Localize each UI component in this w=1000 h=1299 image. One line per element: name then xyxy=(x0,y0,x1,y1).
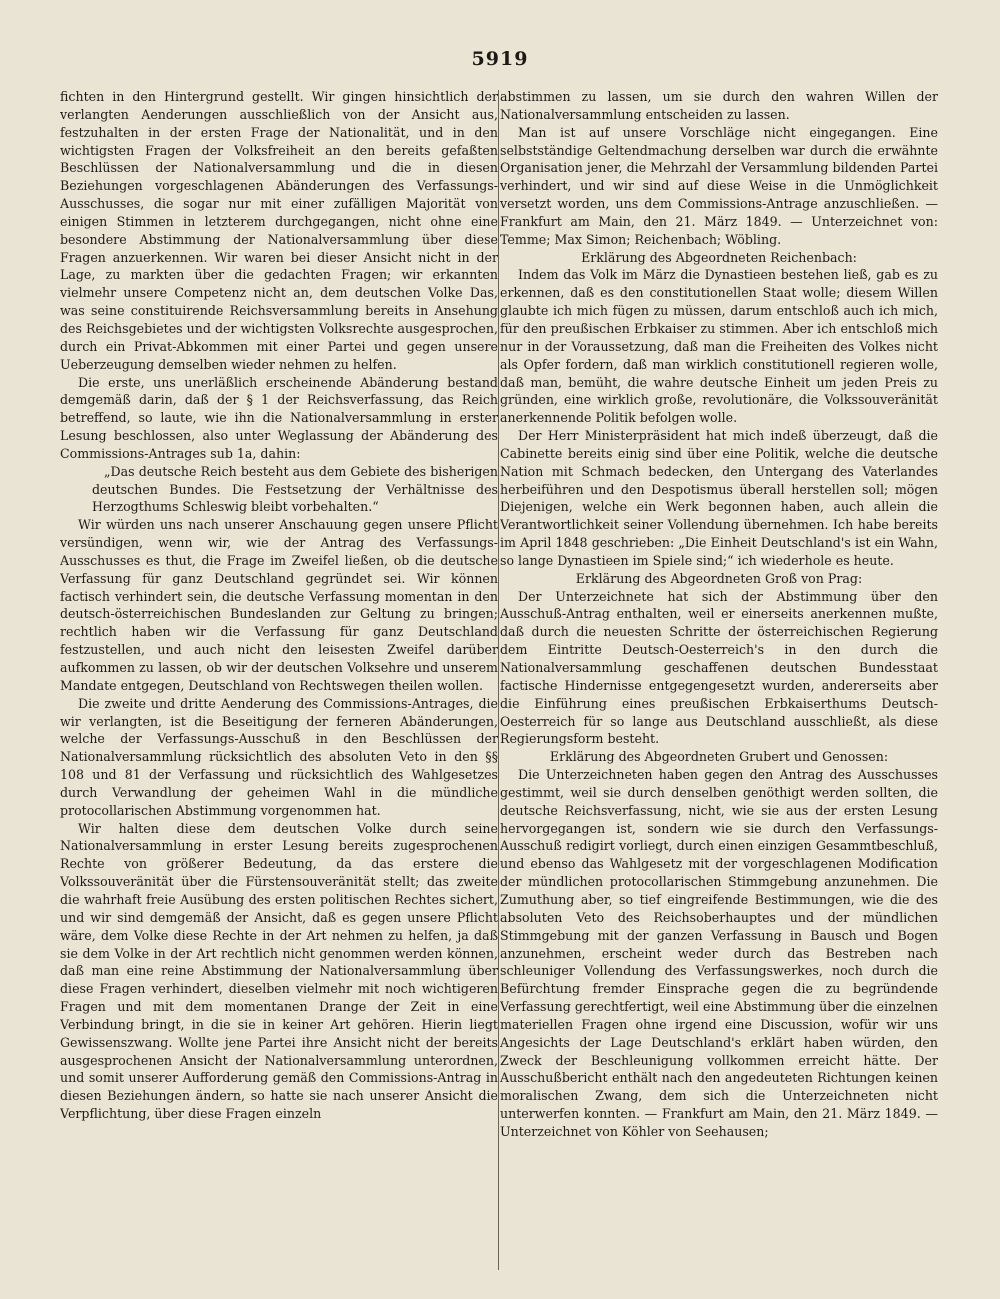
paragraph: Wir würden uns nach unserer Anschauung gegen unsere Pflicht versündigen, wenn wir, wie der Antrag des Verfassungs-Ausschusses es thut, die Frage im Zweifel ließen, ob die deutsche Verfassung für ganz Deutschland gegründet sei. Wir können factisch verhindert sein, die deutsche Verfassung momentan in den deutsch-österreichischen Bundeslanden zur Geltung zu bringen; rechtlich haben wir die Verfassung für ganz Deutschland festzustellen, und auch nicht den leisesten Zweifel darüber aufkommen zu lassen, ob wir der deutschen Volksehre und unserem Mandate entgegen, Deutschland von Rechtswegen theilen wollen. xyxy=(60,517,498,693)
paragraph: Man ist auf unsere Vorschläge nicht eingegangen. Eine selbstständige Geltendmachung derselben war durch die erwähnte Organisation jener, die Mehrzahl der Versammlung bildenden Partei verhindert, und wir sind auf diese Weise in die Unmöglichkeit versetzt worden, uns dem Commissions-Antrage anzuschließen. — Frankfurt am Main, den 21. März 1849. — Unterzeichnet von: Temme; Max Simon; Reichenbach; Wöbling. xyxy=(500,124,938,247)
column-divider xyxy=(498,90,499,1270)
paragraph: Der Herr Ministerpräsident hat mich indeß überzeugt, daß die Cabinette bereits einig sind über eine Politik, welche die deutsche Nation mit Schmach bedecken, den Untergang des Vaterlandes herbeiführen und den Despotismus überall herstellen soll; mögen Diejenigen, welche ein Werk begonnen haben, auch allein die Verantwortlichkeit seiner Vollendung übernehmen. Ich habe bereits im April 1848 geschrieben: „Die Einheit Deutschland's ist ein Wahn, so lange Dynastieen im Spiele sind;“ ich wiederhole es heute. xyxy=(500,428,938,568)
section-heading: Erklärung des Abgeordneten Reichenbach: xyxy=(581,249,857,265)
paragraph: Der Unterzeichnete hat sich der Abstimmung über den Ausschuß-Antrag enthalten, weil er einerseits anerkennen mußte, daß durch die neuesten Schritte der österreichischen Regierung dem Eintritte Deutsch-Oesterreich's in den durch die Nationalversammlung geschaffenen deutschen Bundesstaat factische Hindernisse entgegengesetzt wurden, andererseits aber die Einführung eines preußischen Erbkaiserthums Deutsch-Oesterreich für so lange aus Deutschland ausschließt, als diese Regierungsform besteht. xyxy=(500,588,938,747)
paragraph: Die erste, uns unerläßlich erscheinende Abänderung bestand demgemäß darin, daß der § 1 der Reichsverfassung, das Reich betreffend, so laute, wie ihn die Nationalversammlung in erster Lesung beschlossen, also unter Weglassung der Abänderung des Commissions-Antrages sub 1a, dahin: xyxy=(60,374,498,461)
paragraph: Wir halten diese dem deutschen Volke durch seine Nationalversammlung in erster Lesung bereits zugesprochenen Rechte von größerer Bedeutung, da das erstere die Volkssouveränität über die Fürstensouveränität stellt; das zweite die wahrhaft freie Ausübung des ersten politischen Rechtes sichert, und wir sind demgemäß der Ansicht, daß es gegen unsere Pflicht wäre, dem Volke diese Rechte in der Art nehmen zu helfen, ja daß sie dem Volke in der Art rechtlich nicht genommen werden können, daß man eine reine Abstimmung der Nationalversammlung über diese Fragen verhindert, dieselben vielmehr mit noch wichtigeren Fragen und mit dem momentanen Drange der Zeit in eine Verbindung bringt, in die sie in keiner Art gehören. Hierin liegt Gewissenszwang. Wollte jene Partei ihre Ansicht nicht der bereits ausgesprochenen Ansicht der Nationalversammlung unterordnen, und somit unserer Aufforderung gemäß den Commissions-Antrag in diesen Beziehungen ändern, so hatte sie nach unserer Ansicht die Verpflichtung, über diese Fragen einzeln xyxy=(60,820,498,1122)
paragraph: abstimmen zu lassen, um sie durch den wahren Willen der Nationalversammlung entscheiden zu lassen. xyxy=(500,89,938,122)
paragraph: Indem das Volk im März die Dynastieen bestehen ließ, gab es zu erkennen, daß es den constitutionellen Staat wolle; diesem Willen glaubte ich mich fügen zu müssen, darum entschloß auch ich mich, für den preußischen Erbkaiser zu stimmen. Aber ich entschloß mich nur in der Voraussetzung, daß man die Freiheiten des Volkes nicht als Opfer fordern, daß man wirklich constitutionell regieren wolle, daß man, bemüht, die wahre deutsche Einheit um jeden Preis zu gründen, eine wirklich große, revolutionäre, die Volkssouveränität anerkennende Politik befolgen wolle. xyxy=(500,267,938,426)
paragraph: Die zweite und dritte Aenderung des Commissions-Antrages, die wir verlangten, ist die Beseitigung der ferneren Abänderungen, welche der Verfassungs-Ausschuß in den Beschlüssen der Nationalversammlung rücksichtlich des absoluten Veto in den §§ 108 und 81 der Verfassung und rücksichtlich des Wahlgesetzes durch Verwandlung der geheimen Wahl in die mündliche protocollarischen Abstimmung vorgenommen hat. xyxy=(60,695,498,818)
right-column xyxy=(500,88,938,1268)
quoted-article: „Das deutsche Reich besteht aus dem Gebiete des bisherigen deutschen Bundes. Die Festsetzung der Verhältnisse des Herzogthums Schleswig bleibt vorbehalten.“ xyxy=(92,463,498,515)
page-number: 5919 xyxy=(471,48,529,70)
section-heading: Erklärung des Abgeordneten Groß von Prag: xyxy=(575,570,863,586)
section-heading: Erklärung des Abgeordneten Grubert und Genossen: xyxy=(549,749,889,765)
paragraph: Die Unterzeichneten haben gegen den Antrag des Ausschusses gestimmt, weil sie durch denselben genöthigt werden sollten, die deutsche Reichsverfassung, nicht, wie sie aus der ersten Lesung hervorgegangen ist, sondern wie sie durch den Verfassungs-Ausschuß redigirt vorliegt, durch einen einzigen Gesammtbeschluß, und ebenso das Wahlgesetz mit der vorgeschlagenen Modification der mündlichen protocollarischen Stimmgebung anzunehmen. Die Zumuthung aber, so tief eingreifende Bestimmungen, wie die des absoluten Veto des Reichsoberhauptes und der mündlichen Stimmgebung mit der ganzen Verfassung in Bausch und Bogen anzunehmen, erscheint weder durch das Bestreben nach schleuniger Vollendung des Verfassungswerkes, noch durch die Befürchtung fremder Einsprache gegen die zu begründende Verfassung gerechtfertigt, weil eine Abstimmung über die einzelnen materiellen Fragen ohne irgend eine Discussion, wofür wir uns Angesichts der Lage Deutschland's erklärt haben würden, den Zweck der Beschleunigung vollkommen erreicht hätte. Der Ausschußbericht enthält nach den angedeuteten Richtungen keinen moralischen Zwang, dem sich die Unterzeichneten nicht unterwerfen konnten. — Frankfurt am Main, den 21. März 1849. — Unterzeichnet von Köhler von Seehausen; xyxy=(500,767,938,1139)
paragraph: fichten in den Hintergrund gestellt. Wir gingen hinsichtlich der verlangten Aenderungen ausschließlich von der Ansicht aus, festzuhalten in der ersten Frage der Nationalität, und in den wichtigsten Fragen der Volksfreiheit an den bereits gefaßten Beschlüssen der Nationalversammlung und die in diesen Beziehungen vorgeschlagenen Abänderungen des Verfassungs-Ausschusses, die sogar nur mit einer zufälligen Majorität von einigen Stimmen in letzterem durchgegangen, nicht ohne eine besondere Abstimmung der Nationalversammlung über diese Fragen anzuerkennen. Wir waren bei dieser Ansicht nicht in der Lage, zu markten über die gedachten Fragen; wir erkannten vielmehr unsere Competenz nicht an, dem deutschen Volke Das, was seine constituirende Reichsversammlung bereits in Ansehung des Reichsgebietes und der wichtigsten Volksrechte ausgesprochen, durch ein Privat-Abkommen mit einer Partei und gegen unsere Ueberzeugung demselben wieder nehmen zu helfen. xyxy=(60,89,498,372)
left-column xyxy=(60,88,498,1268)
